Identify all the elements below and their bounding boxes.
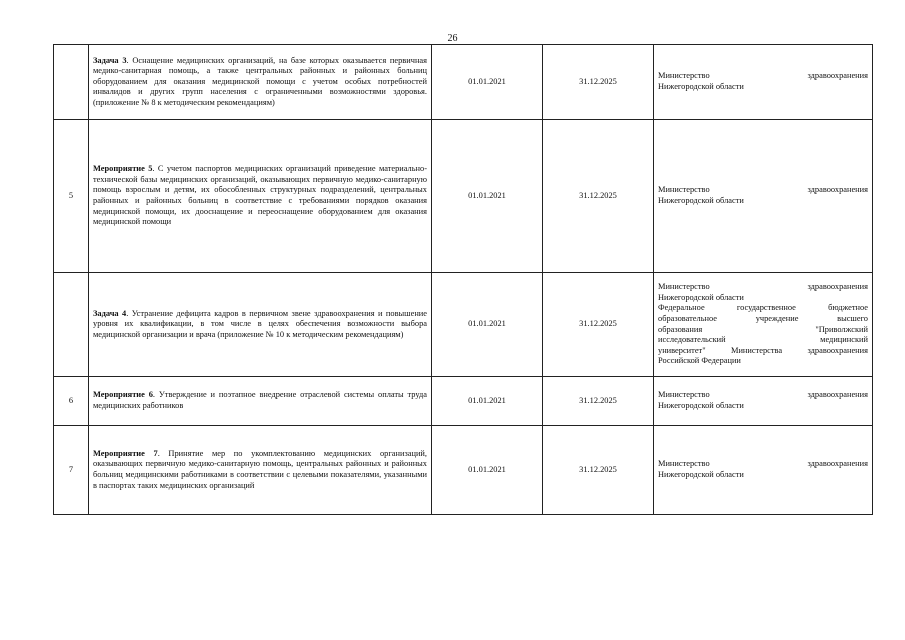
row-keyword: Задача 4: [93, 308, 127, 318]
page-number: 26: [447, 33, 458, 44]
start-date: 01.01.2021: [432, 426, 543, 515]
end-date: 31.12.2025: [543, 273, 654, 377]
row-description: [89, 273, 432, 377]
end-date: 31.12.2025: [543, 45, 654, 120]
table-row: [54, 377, 873, 426]
responsible-executor: [654, 120, 873, 273]
start-date: 01.01.2021: [432, 45, 543, 120]
responsible-line: Министерство здравоохранения: [658, 459, 868, 469]
responsible-executor: [654, 426, 873, 515]
start-date: 01.01.2021: [432, 273, 543, 377]
responsible-line: Нижегородской области: [658, 401, 744, 410]
row-keyword: Задача 3: [93, 55, 127, 65]
row-keyword: Мероприятие 7: [93, 448, 158, 458]
responsible-line: Министерство здравоохранения: [658, 71, 868, 81]
row-number: [54, 273, 89, 377]
row-keyword: Мероприятие 6: [93, 390, 153, 400]
row-text: . Оснащение медицинских организаций, на базе которых оказывается первичная медико-санитарная помощь, а также центральных районных и районных больниц оборудованием для оказания медицинской помощи с учетом особых потребностей инвалидов и других групп населения с ограниченными возможностями здоровья. (приложение № 8 к методическим рекомендациям): [93, 55, 428, 107]
table-row: [54, 45, 873, 120]
plan-table: [53, 44, 873, 515]
responsible-executor: [654, 45, 873, 120]
row-number: 6: [54, 377, 89, 426]
row-description: [89, 377, 432, 426]
responsible-line: Министерство здравоохранения: [658, 282, 868, 292]
row-number: 7: [54, 426, 89, 515]
row-number: [54, 45, 89, 120]
responsible-line: образования "Приволжский: [658, 324, 868, 334]
table-row: [54, 426, 873, 515]
responsible-line: исследовательский медицинский: [658, 335, 868, 345]
responsible-line: Нижегородской области: [658, 470, 744, 479]
row-description: [89, 120, 432, 273]
responsible-line: Федеральное государственное бюджетное: [658, 303, 868, 313]
end-date: 31.12.2025: [543, 120, 654, 273]
responsible-line: Министерство здравоохранения: [658, 185, 868, 195]
responsible-line: Нижегородской области: [658, 82, 744, 91]
responsible-line: Российской Федерации: [658, 356, 741, 366]
end-date: 31.12.2025: [543, 377, 654, 426]
responsible-line: образовательное учреждение высшего: [658, 313, 868, 323]
start-date: 01.01.2021: [432, 120, 543, 273]
responsible-executor: [654, 377, 873, 426]
responsible-line: Министерство здравоохранения: [658, 390, 868, 400]
row-keyword: Мероприятие 5: [93, 164, 153, 174]
row-description: [89, 426, 432, 515]
row-text: . Устранение дефицита кадров в первичном звене здравоохранения и повышение уровня их квалификации, в том числе в целях обеспечения возможности выбора медицинской организации и врача (приложение № 10 к методическим рекомендациям): [93, 308, 427, 339]
responsible-line: университет" Министерства здравоохранения: [658, 345, 868, 355]
responsible-line: Нижегородской области: [658, 196, 744, 205]
row-description: [89, 45, 432, 120]
end-date: 31.12.2025: [543, 426, 654, 515]
start-date: 01.01.2021: [432, 377, 543, 426]
table-row: [54, 273, 873, 377]
row-text: . С учетом паспортов медицинских организаций приведение материально-технической базы медицинских организаций, оказывающих первичную медико-санитарную помощь взрослым и детям, их обособленных структурных подразделений, центральных районных и районных больниц в соответствие с требованиями порядков оказания медицинской помощи, их дооснащение и переоснащение оборудованием для оказания медицинской помощи: [93, 164, 427, 227]
responsible-line: Нижегородской области: [658, 292, 744, 302]
responsible-executor: [654, 273, 873, 377]
table-row: [54, 120, 873, 273]
row-text: . Утверждение и поэтапное внедрение отраслевой системы оплаты труда медицинских работников: [93, 390, 428, 410]
row-text: . Принятие мер по укомплектованию медицинских организаций, оказывающих первичную медико-санитарную помощь, центральных районных и районных больниц медицинскими работниками в соответствии с целевыми показателями, указанными в паспортах таких медицинских организаций: [93, 448, 428, 490]
row-number: 5: [54, 120, 89, 273]
